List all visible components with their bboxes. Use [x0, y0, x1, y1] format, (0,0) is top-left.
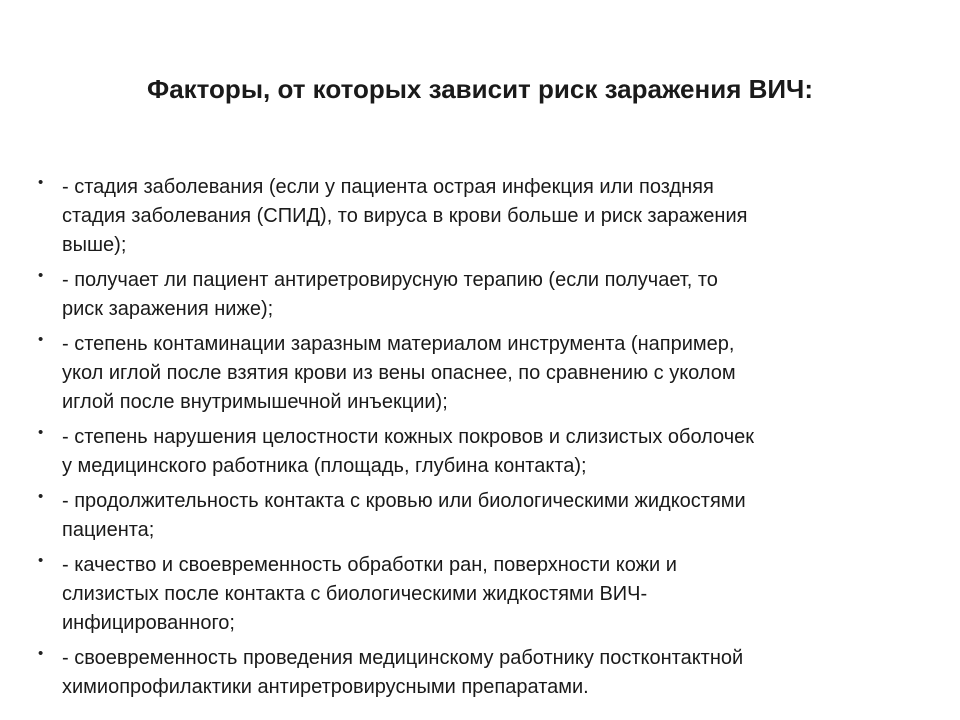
- bullet-point-icon: •: [38, 645, 44, 662]
- bullet-point-icon: •: [38, 552, 44, 569]
- bullet-line: иглой после внутримышечной инъекции);: [62, 391, 448, 413]
- slide-title: Факторы, от которых зависит риск заражения ВИЧ:: [147, 74, 813, 104]
- bullet-point-icon: •: [38, 267, 44, 284]
- bullet-item-wound-treatment: [38, 551, 938, 638]
- bullet-item-contamination: [38, 330, 938, 417]
- bullet-line: - степень контаминации заразным материалом инструмента (например,: [62, 333, 735, 355]
- bullet-line: химиопрофилактики антиретровирусными препаратами.: [62, 676, 589, 698]
- bullet-item-skin-damage: [38, 423, 938, 481]
- bullet-point-icon: •: [38, 424, 44, 441]
- bullet-point-icon: •: [38, 488, 44, 505]
- bullet-item-therapy: [38, 266, 938, 324]
- bullet-item-stage: [38, 173, 938, 260]
- bullet-line: выше);: [62, 234, 127, 256]
- bullet-item-prophylaxis: [38, 644, 938, 702]
- bullet-point-icon: •: [38, 331, 44, 348]
- bullet-line: укол иглой после взятия крови из вены опаснее, по сравнению с уколом: [62, 362, 736, 384]
- bullet-line: пациента;: [62, 519, 155, 541]
- bullet-line: слизистых после контакта с биологическими жидкостями ВИЧ-: [62, 583, 648, 605]
- bullet-point-icon: •: [38, 174, 44, 191]
- bullet-line: - получает ли пациент антиретровирусную терапию (если получает, то: [62, 269, 718, 291]
- bullet-line: риск заражения ниже);: [62, 298, 274, 320]
- bullet-line: - качество и своевременность обработки ран, поверхности кожи и: [62, 554, 677, 576]
- bullet-line: инфицированного;: [62, 612, 235, 634]
- bullet-line: - стадия заболевания (если у пациента острая инфекция или поздняя: [62, 176, 714, 198]
- bullet-item-duration: [38, 487, 938, 545]
- bullet-line: - своевременность проведения медицинскому работнику постконтактной: [62, 647, 744, 669]
- bullet-line: - степень нарушения целостности кожных покровов и слизистых оболочек: [62, 426, 755, 448]
- bullet-line: стадия заболевания (СПИД), то вируса в крови больше и риск заражения: [62, 205, 748, 227]
- bullet-line: - продолжительность контакта с кровью или биологическими жидкостями: [62, 490, 746, 512]
- bullet-list: [38, 173, 938, 708]
- bullet-line: у медицинского работника (площадь, глубина контакта);: [62, 455, 587, 477]
